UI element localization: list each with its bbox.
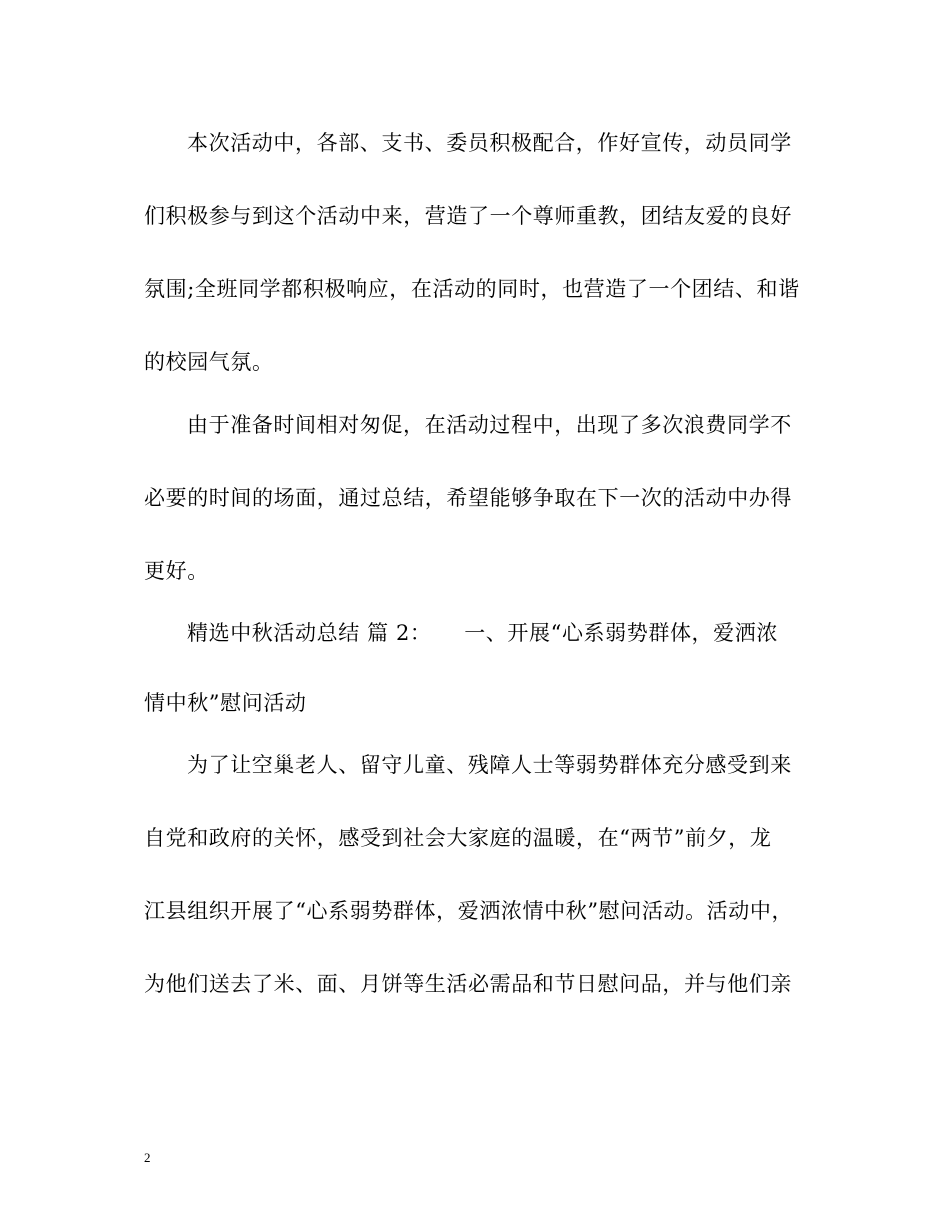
- section-heading-line-1: 精选中秋活动总结 篇 2： 一、开展“心系弱势群体，爱洒浓: [187, 621, 778, 645]
- paragraph-3-line-4: 为他们送去了米、面、月饼等生活必需品和节日慰问品，并与他们亲: [144, 972, 792, 996]
- paragraph-2-line-1: 由于准备时间相对匆促，在活动过程中，出现了多次浪费同学不: [187, 413, 792, 437]
- page-number: 2: [144, 1150, 151, 1165]
- paragraph-3-line-2: 自党和政府的关怀，感受到社会大家庭的温暖，在“两节”前夕，龙: [144, 826, 772, 850]
- paragraph-3-line-3: 江县组织开展了“心系弱势群体，爱洒浓情中秋”慰问活动。活动中，: [144, 899, 794, 923]
- section-heading-line-2: 情中秋”慰问活动: [144, 691, 307, 715]
- paragraph-1-line-3: 氛围;全班同学都积极响应，在活动的同时，也营造了一个团结、和谐: [144, 277, 800, 301]
- paragraph-1-line-2: 们积极参与到这个活动中来，营造了一个尊师重教，团结友爱的良好: [144, 204, 792, 228]
- paragraph-2-line-2: 必要的时间的场面，通过总结，希望能够争取在下一次的活动中办得: [144, 486, 792, 510]
- paragraph-3-line-1: 为了让空巢老人、留守儿童、残障人士等弱势群体充分感受到来: [187, 753, 792, 777]
- paragraph-1-line-4: 的校园气氛。: [144, 350, 274, 374]
- paragraph-2-line-3: 更好。: [144, 559, 209, 583]
- paragraph-1-line-1: 本次活动中，各部、支书、委员积极配合，作好宣传，动员同学: [187, 131, 792, 155]
